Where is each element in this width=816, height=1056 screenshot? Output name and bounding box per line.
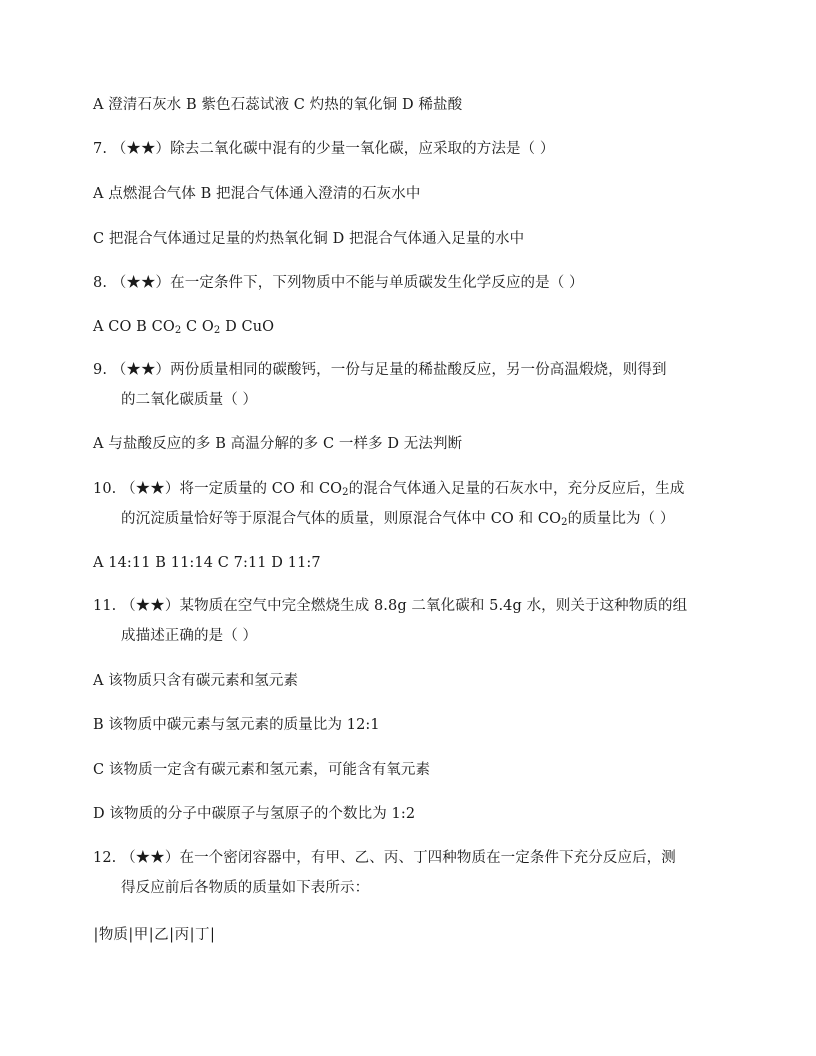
q10-cont-text-1: 的沉淀质量恰好等于原混合气体的质量，则原混合气体中 CO 和 CO xyxy=(121,511,562,527)
q8-options xyxy=(93,317,274,337)
q10-subscript: 2 xyxy=(342,487,349,498)
table-header-cell: 乙 xyxy=(154,927,169,943)
question-8: 8. （★★）在一定条件下，下列物质中不能与单质碳发生化学反应的是（ ） xyxy=(93,275,584,291)
q10-cont-text-2: 的质量比为（ ） xyxy=(567,511,675,527)
question-7: 7. （★★）除去二氧化碳中混有的少量一氧化碳，应采取的方法是（ ） xyxy=(93,141,555,157)
question-9: 9. （★★）两份质量相同的碳酸钙，一份与足量的稀盐酸反应，另一份高温煅烧，则得到 xyxy=(93,362,667,378)
question-12-cont: 得反应前后各物质的质量如下表所示： xyxy=(121,880,370,896)
q6-options: A 澄清石灰水 B 紫色石蕊试液 C 灼热的氧化铜 D 稀盐酸 xyxy=(93,97,463,113)
q8-option-text-d: D CuO xyxy=(220,319,275,335)
q9-options: A 与盐酸反应的多 B 高温分解的多 C 一样多 D 无法判断 xyxy=(93,436,463,452)
question-12: 12. （★★）在一个密闭容器中，有甲、乙、丙、丁四种物质在一定条件下充分反应后，测 xyxy=(93,850,676,866)
table-header-cell: 物质 xyxy=(98,927,128,943)
q11-option-c: C 该物质一定含有碳元素和氢元素，可能含有氧元素 xyxy=(93,762,431,778)
question-11-cont: 成描述正确的是（ ） xyxy=(121,628,258,644)
question-10-cont xyxy=(121,509,674,529)
q10-options: A 14:11 B 11:14 C 7:11 D 11:7 xyxy=(93,555,321,571)
table-header-cell: 丙 xyxy=(174,927,190,943)
q8-subscript-2: 2 xyxy=(213,325,221,336)
q11-option-a: A 该物质只含有碳元素和氢元素 xyxy=(93,673,299,689)
q8-option-text-c: C O xyxy=(181,319,214,335)
q10-text-2: 的混合气体通入足量的石灰水中，充分反应后，生成 xyxy=(348,481,685,497)
q8-subscript-1: 2 xyxy=(174,325,182,336)
q11-option-d: D 该物质的分子中碳原子与氢原子的个数比为 1:2 xyxy=(93,806,416,822)
q8-option-text-a: A CO B CO xyxy=(93,319,175,335)
q11-option-b: B 该物质中碳元素与氢元素的质量比为 12:1 xyxy=(93,717,380,733)
table-header-cell: 丁 xyxy=(194,927,210,943)
q7-options-ab: A 点燃混合气体 B 把混合气体通入澄清的石灰水中 xyxy=(93,186,421,202)
table-header-cell: 甲 xyxy=(133,927,149,943)
q7-options-cd: C 把混合气体通过足量的灼热氧化铜 D 把混合气体通入足量的水中 xyxy=(93,231,525,247)
table-header-row: |物质|甲|乙|丙|丁| xyxy=(93,927,215,943)
question-11: 11. （★★）某物质在空气中完全燃烧生成 8.8g 二氧化碳和 5.4g 水，则关于这种物质的组 xyxy=(93,598,688,614)
q10-cont-subscript: 2 xyxy=(561,517,568,528)
question-10 xyxy=(93,479,684,499)
q10-text-1: 10. （★★）将一定质量的 CO 和 CO xyxy=(93,481,343,497)
question-9-cont: 的二氧化碳质量（ ） xyxy=(121,392,258,408)
